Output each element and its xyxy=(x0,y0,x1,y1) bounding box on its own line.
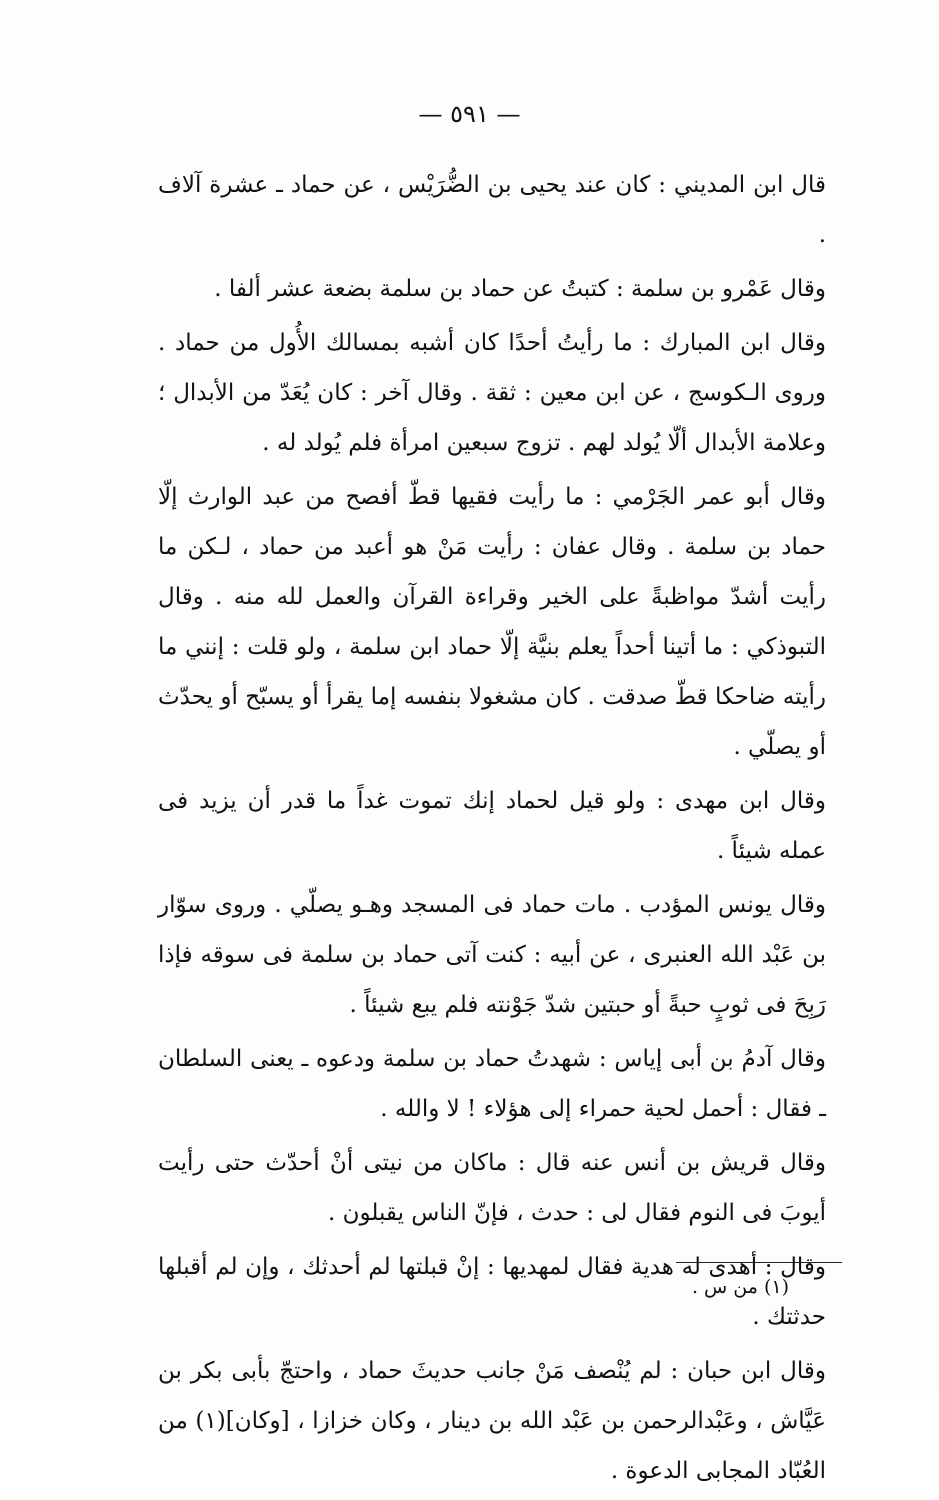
paragraph: وقال يونس المؤدب . مات حماد فى المسجد وهـو يصلّي . وروى سوّار بن عَبْد الله العنبرى ، عن أبيه : كنت آتى حماد بن سلمة فى سوقه فإذا رَبِحَ فى ثوبٍ حبةً أو حبتين شدّ جَوْنته فلم يبع شيئاً . xyxy=(158,892,826,1018)
page-number: — ٥٩١ — xyxy=(418,100,521,128)
paragraph: وقال عَمْرو بن سلمة : كتبتُ عن حماد بن سلمة بضعة عشر ألفا . xyxy=(214,276,826,302)
page-body xyxy=(158,160,826,1500)
footnote: (١) من س . xyxy=(691,1276,789,1298)
paragraph: وقال : أهدى له هدية فقال لمهديها : إنْ قبلتها لم أحدثك ، وإن لم أقبلها حدثتك . xyxy=(158,1254,826,1330)
paragraph: وقال أبو عمر الجَرْمي : ما رأيت فقيها قطّ أفصح من عبد الوارث إلّا حماد بن سلمة . وقال عفان : رأيت مَنْ هو أعبد من حماد ، لـكن ما رأيت أشدّ مواظبةً على الخير وقراءة القرآن والعمل لله منه . وقال التبوذكي : ما أتينا أحداً يعلم بنيَّة إلّا حماد ابن سلمة ، ولو قلت : إنني ما رأيته ضاحكا قطّ صدقت . كان مشغولا بنفسه إما يقرأ أو يسبّح أو يحدّث أو يصلّي . xyxy=(158,484,827,760)
paragraph: وقال آدمُ بن أبى إياس : شهدتُ حماد بن سلمة ودعوه ـ يعنى السلطان ـ فقال : أحمل لحية حمراء إلى هؤلاء ! لا والله . xyxy=(158,1046,826,1122)
paragraph: وقال ابن حبان : لم يُنْصف مَنْ جانب حديثَ حماد ، واحتجّ بأبى بكر بن عَيَّاش ، وعَبْدالرحمن بن عَبْد الله بن دينار ، وكان خزازا ، [وكان](١) من العُبّاد المجابى الدعوة . xyxy=(158,1358,826,1484)
paragraph: وقال ابن المبارك : ما رأيتُ أحدًا كان أشبه بمسالك الأُول من حماد . وروى الـكوسج ، عن ابن معين : ثقة . وقال آخر : كان يُعَدّ من الأبدال ؛ وعلامة الأبدال ألّا يُولد لهم . تزوج سبعين امرأة فلم يُولد له . xyxy=(158,330,826,456)
paragraph: قال ابن المديني : كان عند يحيى بن الضُّرَيْس ، عن حماد ـ عشرة آلاف . xyxy=(158,172,826,248)
paragraph: وقال قريش بن أنس عنه قال : ماكان من نيتى أنْ أحدّث حتى رأيت أيوبَ فى النوم فقال لى : حدث ، فإنّ الناس يقبلون . xyxy=(158,1150,826,1226)
paragraph: وقال ابن مهدى : ولو قيل لحماد إنك تموت غداً ما قدر أن يزيد فى عمله شيئاً . xyxy=(158,788,826,864)
footnote-divider xyxy=(676,1262,842,1263)
